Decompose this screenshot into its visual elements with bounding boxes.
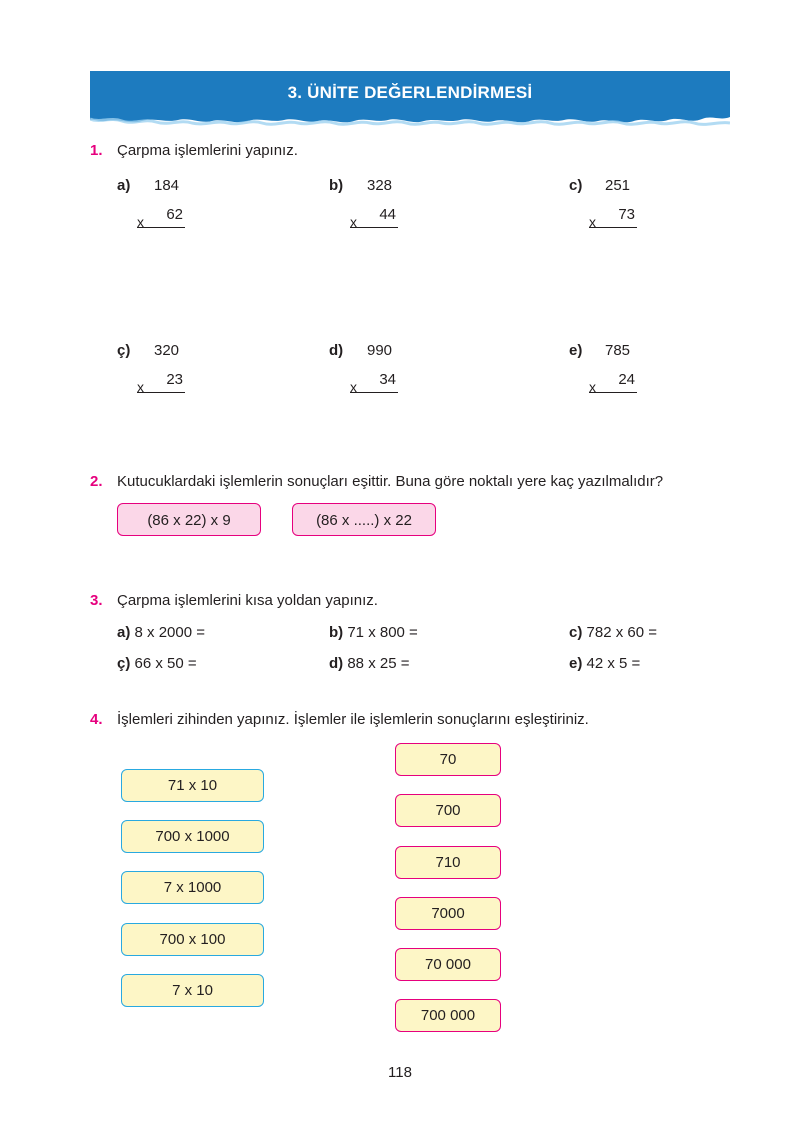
problem-c-multiplier-row [589, 206, 637, 228]
problem-e-multiplier-row [589, 371, 637, 393]
problem-b-bottom: 44 [379, 206, 396, 223]
problem-a-multiplier-row [137, 206, 185, 228]
page-number: 118 [388, 1064, 412, 1081]
problem-a-bottom: 62 [166, 206, 183, 223]
question-1-text: Çarpma işlemlerini yapınız. [117, 142, 298, 159]
times-sign: x [350, 214, 357, 230]
problem-d-multiplier-row [350, 371, 398, 393]
result-box: 7000 [395, 897, 501, 930]
problem-e-bottom: 24 [618, 371, 635, 388]
problem-a-top: 184 [154, 177, 180, 194]
expression-box-1: (86 x 22) x 9 [117, 503, 261, 536]
short-calc-a: a) 8 x 2000 = [117, 624, 205, 641]
problem-c-cedilla-bottom: 23 [166, 371, 183, 388]
times-sign: x [137, 379, 144, 395]
banner-title: 3. ÜNİTE DEĞERLENDİRMESİ [287, 83, 533, 102]
short-calc-d: d) 88 x 25 = [329, 655, 410, 672]
problem-c-cedilla-multiplier-row [137, 371, 185, 393]
question-3-text: Çarpma işlemlerini kısa yoldan yapınız. [117, 592, 378, 609]
operation-box: 700 x 100 [121, 923, 264, 956]
short-calc-b: b) 71 x 800 = [329, 624, 418, 641]
times-sign: x [589, 379, 596, 395]
unit-banner [90, 71, 730, 131]
short-calc-c-cedilla: ç) 66 x 50 = [117, 655, 197, 672]
result-box: 70 [395, 743, 501, 776]
question-4-text: İşlemleri zihinden yapınız. İşlemler ile işlemlerin sonuçlarını eşleştiriniz. [117, 711, 589, 728]
question-1-number: 1. [90, 142, 103, 159]
problem-c-cedilla-letter: ç) [117, 342, 131, 359]
question-3-number: 3. [90, 592, 103, 609]
problem-d-top: 990 [367, 342, 393, 359]
operation-box: 700 x 1000 [121, 820, 264, 853]
problem-c-letter: c) [569, 177, 583, 194]
problem-b-letter: b) [329, 177, 344, 194]
problem-a-letter: a) [117, 177, 131, 194]
result-box: 710 [395, 846, 501, 879]
times-sign: x [137, 214, 144, 230]
times-sign: x [350, 379, 357, 395]
operation-box: 7 x 10 [121, 974, 264, 1007]
operation-box: 71 x 10 [121, 769, 264, 802]
problem-d-letter: d) [329, 342, 344, 359]
question-2-number: 2. [90, 473, 103, 490]
short-calc-e: e) 42 x 5 = [569, 655, 641, 672]
problem-e-letter: e) [569, 342, 583, 359]
problem-c-top: 251 [605, 177, 631, 194]
expression-box-2: (86 x .....) x 22 [292, 503, 436, 536]
result-box: 70 000 [395, 948, 501, 981]
problem-c-bottom: 73 [618, 206, 635, 223]
problem-e-top: 785 [605, 342, 631, 359]
problem-b-top: 328 [367, 177, 393, 194]
result-box: 700 [395, 794, 501, 827]
short-calc-c: c) 782 x 60 = [569, 624, 657, 641]
operation-box: 7 x 1000 [121, 871, 264, 904]
question-4-number: 4. [90, 711, 103, 728]
problem-d-bottom: 34 [379, 371, 396, 388]
problem-b-multiplier-row [350, 206, 398, 228]
times-sign: x [589, 214, 596, 230]
result-box: 700 000 [395, 999, 501, 1032]
problem-c-cedilla-top: 320 [154, 342, 180, 359]
question-2-text: Kutucuklardaki işlemlerin sonuçları eşittir. Buna göre noktalı yere kaç yazılmalıdır? [117, 473, 664, 490]
